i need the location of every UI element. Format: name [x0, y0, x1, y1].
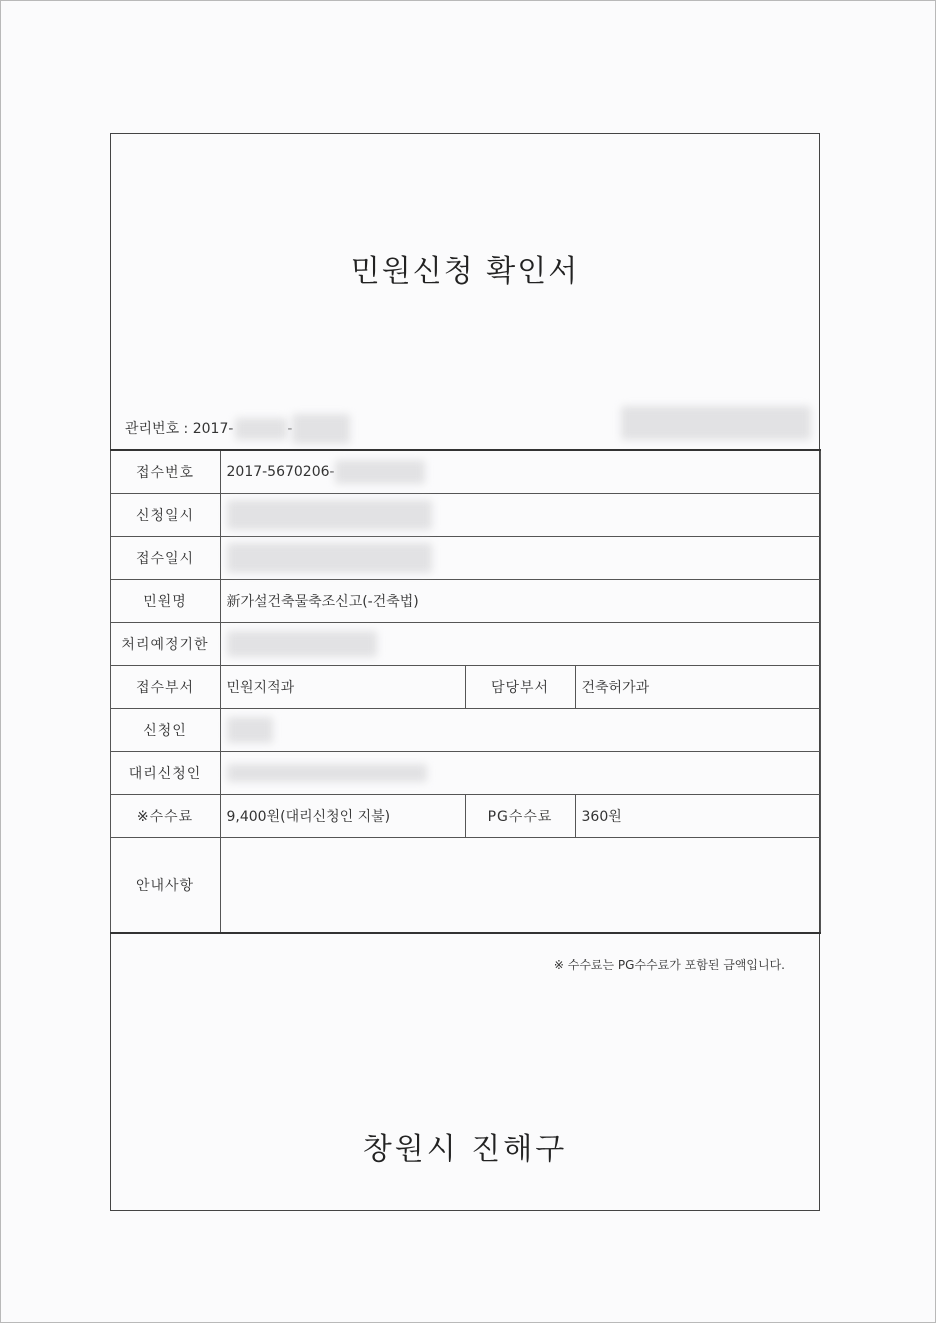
fee-value: 9,400원(대리신청인 지불) [220, 794, 465, 837]
receipt-number-label: 접수번호 [110, 450, 220, 493]
management-number-value: 2017- [192, 421, 234, 437]
notice-value [220, 837, 820, 933]
pg-fee-label: PG수수료 [465, 794, 575, 837]
table-row [110, 837, 820, 933]
table-row [110, 493, 820, 536]
receive-dept-value: 민원지적과 [220, 665, 465, 708]
table-row [110, 794, 820, 837]
management-number-label: 관리번호 : [125, 421, 189, 437]
receive-dept-label: 접수부서 [110, 665, 220, 708]
confirmation-form [110, 133, 820, 1211]
info-table [110, 449, 821, 934]
deadline-value [220, 622, 820, 665]
table-row [110, 708, 820, 751]
fee-footnote: ※ 수수료는 PG수수료가 포함된 금액입니다. [553, 958, 785, 972]
table-row [110, 579, 820, 622]
receive-datetime-value [220, 536, 820, 579]
redacted-block [227, 500, 432, 530]
management-number: 관리번호 : 2017- - [125, 414, 350, 444]
redacted-block [227, 631, 377, 657]
table-row [110, 751, 820, 794]
redacted-block [292, 414, 350, 444]
redacted-block [621, 406, 811, 440]
apply-datetime-value [220, 493, 820, 536]
notice-label: 안내사항 [110, 837, 220, 933]
charge-dept-value: 건축허가과 [575, 665, 820, 708]
table-row [110, 536, 820, 579]
table-row [110, 622, 820, 665]
issuer-name: 창원시 진해구 [362, 1132, 568, 1167]
receive-datetime-label: 접수일시 [110, 536, 220, 579]
agent-label: 대리신청인 [110, 751, 220, 794]
agent-value [220, 751, 820, 794]
table-row [110, 450, 820, 493]
table-row [110, 665, 820, 708]
applicant-label: 신청인 [110, 708, 220, 751]
document-title: 민원신청 확인서 [350, 254, 580, 289]
apply-datetime-label: 신청일시 [110, 493, 220, 536]
charge-dept-label: 담당부서 [465, 665, 575, 708]
deadline-label: 처리예정기한 [110, 622, 220, 665]
fee-label: ※수수료 [110, 794, 220, 837]
applicant-value [220, 708, 820, 751]
petition-name-value: 新가설건축물축조신고(-건축법) [220, 579, 820, 622]
petition-name-label: 민원명 [110, 579, 220, 622]
redacted-block [227, 717, 273, 743]
redacted-block [227, 543, 432, 573]
redacted-block [235, 418, 287, 440]
pg-fee-value: 360원 [575, 794, 820, 837]
redacted-block [335, 460, 425, 484]
receipt-number-value: 2017-5670206- [220, 450, 820, 493]
redacted-block [227, 764, 427, 782]
